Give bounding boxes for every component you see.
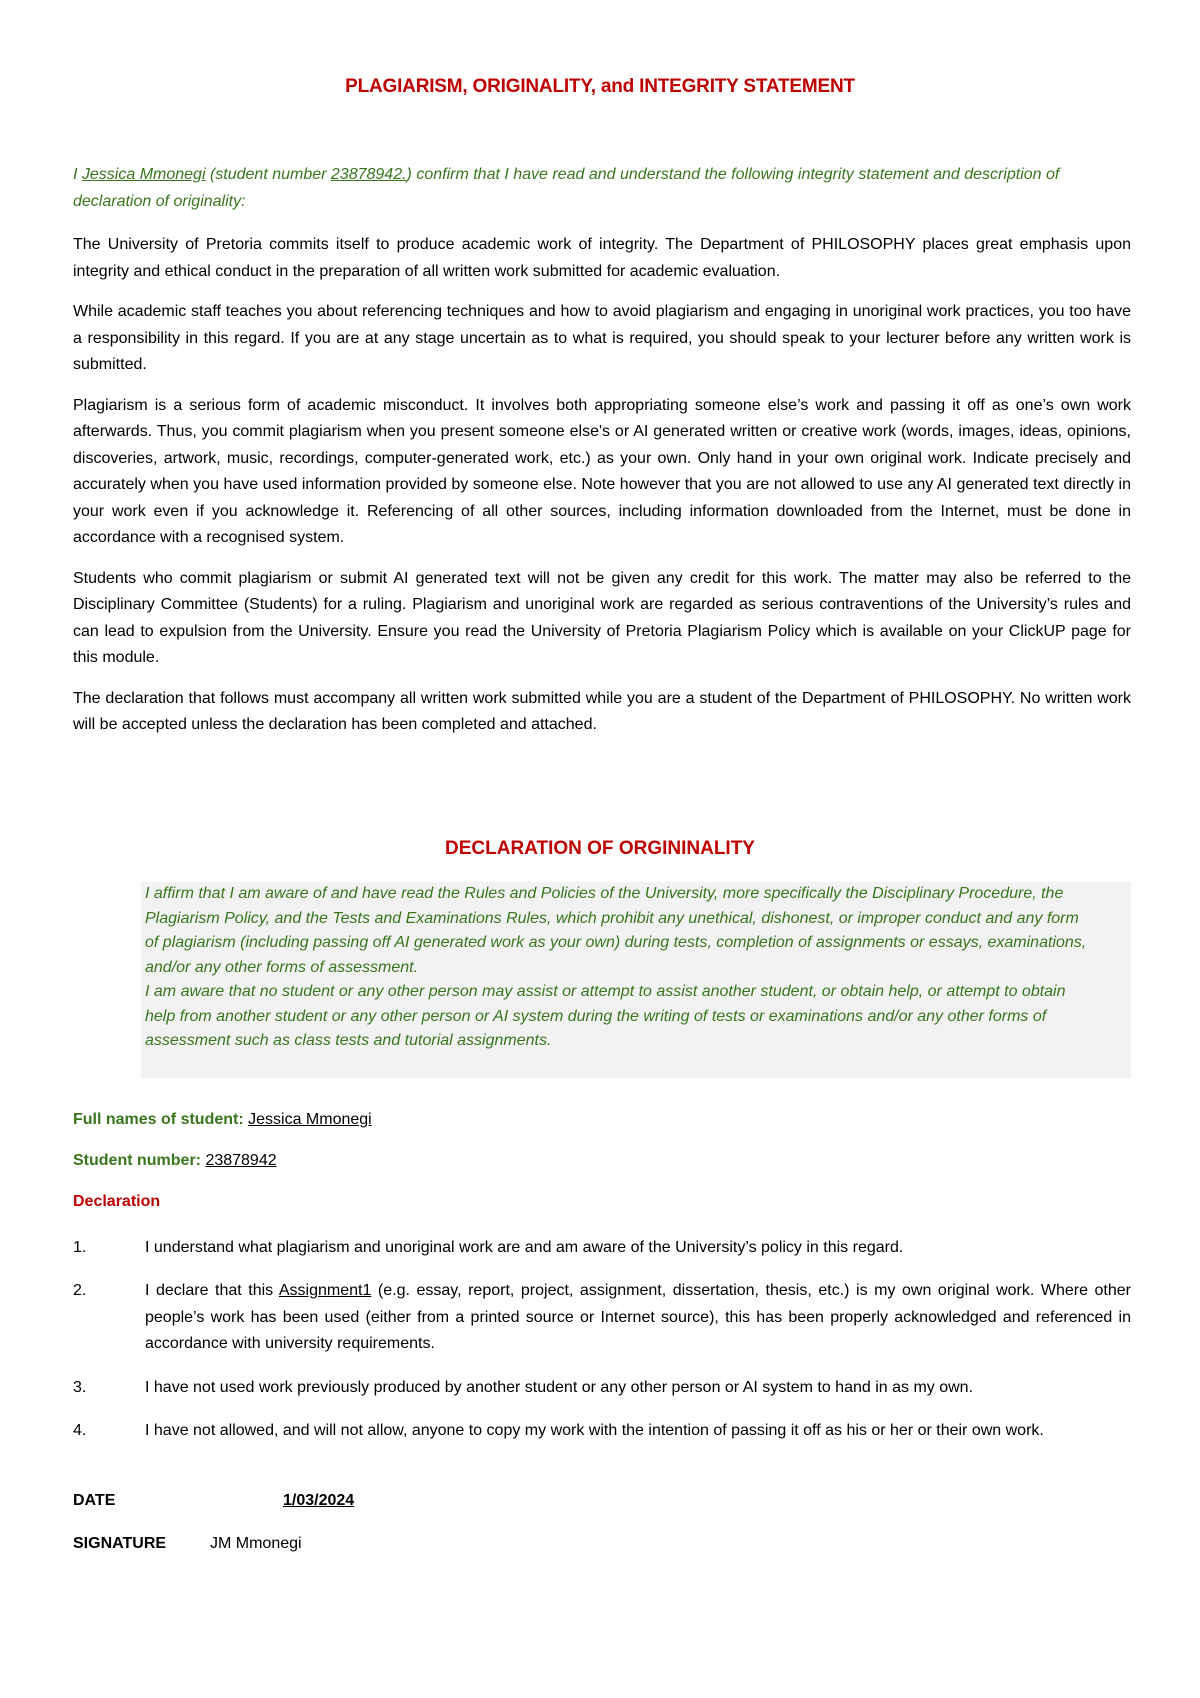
intro-student-number: 23878942. [330,166,407,183]
intro-mid: (student number [205,166,331,183]
declaration-item [73,1418,1131,1445]
date-label: DATE [73,1492,116,1509]
paragraph: The declaration that follows must accompany all written work submitted while you are a student of the Department of PHILOSOPHY. No written work will be accepted unless the declaration has been completed and attached. [73,689,1131,733]
paragraph: Plagiarism is a serious form of academic misconduct. It involves both appropriating someone else’s work and passing it off as one’s own work afterwards. Thus, you commit plagiarism when you present someone else's or AI generated written or creative work (words, images, ideas, opinions, discoveries, artwork, music, recordings, computer-generated work, etc.) as your own. Only hand in your own original work. Indicate precisely and accurately when you have used information provided by someone else. Note however that you are not allowed to use any AI generated text directly in your work even if you acknowledge it. Referencing of all other sources, including information downloaded from the Internet, must be done in accordance with a recognised system. [73,396,1131,546]
intro-student-name: Jessica Mmonegi [81,166,206,183]
affirmation-paragraph: I affirm that I am aware of and have read the Rules and Policies of the University, more specifically the Disciplinary Procedure, the Plagiarism Policy, and the Tests and Examinations Rules, which prohibit any unethical, dishonest, or improper conduct and any form of plagiarism (including passing off AI generated work as your own) during tests, completion of assignments or essays, examinations, and/or any other forms of assessment. [145,885,1087,976]
paragraph: Students who commit plagiarism or submit AI generated text will not be given any credit for this work. The matter may also be referred to the Disciplinary Committee (Students) for a ruling. Plagiarism and unoriginal work are regarded as serious contraventions of the University’s rules and can lead to expulsion from the University. Ensure you read the University of Pretoria Plagiarism Policy which is available on your ClickUP page for this module. [73,569,1131,666]
signature-row [73,1535,302,1553]
intro-suffix: ) confirm that I have read and understand the following integrity statement and description of declaration of originality: [73,166,1060,210]
full-names-label: Full names of student: [73,1111,249,1128]
affirmation-paragraph: I am aware that no student or any other person may assist or attempt to assist another student, or obtain help, or attempt to obtain help from another student or any other person or AI system during the writing of tests or examinations and/or any other forms of assessment such as class tests and tutorial assignments. [145,983,1066,1049]
date-value: 1/03/2024 [283,1492,355,1509]
item-text: I understand what plagiarism and unoriginal work are and am aware of the University’s policy in this regard. [145,1239,904,1256]
paragraph: While academic staff teaches you about referencing techniques and how to avoid plagiarism and engaging in unoriginal work practices, you too have a responsibility in this regard. If you are at any stage uncertain as to what is required, you should speak to your lecturer before any written work is submitted. [73,303,1131,373]
date-row [73,1492,354,1510]
assignment-name: Assignment1 [278,1282,372,1299]
integrity-statement-body [73,232,1131,753]
page-title: PLAGIARISM, ORIGINALITY, and INTEGRITY STATEMENT [345,76,855,97]
item-text-post: (e.g. essay, report, project, assignment, dissertation, thesis, etc.) is my own original work. Where other people’s work has been used (either from a printed source or Internet source), this has been properly acknowledged and referenced in accordance with university requirements. [145,1282,1132,1352]
item-text-pre: I declare that this [145,1282,279,1299]
declaration-item [73,1375,1131,1402]
item-number: 4. [73,1422,87,1439]
student-number-field [73,1152,277,1170]
full-names-field [73,1111,372,1129]
intro-statement [73,162,1131,215]
item-number: 1. [73,1239,87,1256]
affirmation-text [145,882,1095,1054]
declaration-label: Declaration [73,1193,161,1210]
student-number-label: Student number: [73,1152,206,1169]
declaration-item [73,1235,1131,1262]
item-text: I have not used work previously produced by another student or any other person or AI system to hand in as my own. [145,1379,974,1396]
full-names-value: Jessica Mmonegi [248,1111,372,1128]
item-number: 3. [73,1379,87,1396]
paragraph: The University of Pretoria commits itself to produce academic work of integrity. The Department of PHILOSOPHY places great emphasis upon integrity and ethical conduct in the preparation of all written work submitted for academic evaluation. [73,236,1131,280]
declaration-title: DECLARATION OF ORGININALITY [445,838,755,859]
item-text: I have not allowed, and will not allow, anyone to copy my work with the intention of passing it off as his or her or their own work. [145,1422,1044,1439]
signature-label: SIGNATURE [73,1535,167,1552]
intro-prefix: I [73,166,82,183]
item-text [145,1278,1131,1358]
item-number: 2. [73,1282,87,1299]
student-number-value: 23878942 [205,1152,277,1169]
declaration-item [73,1278,1131,1358]
signature-value: JM Mmonegi [210,1535,302,1552]
